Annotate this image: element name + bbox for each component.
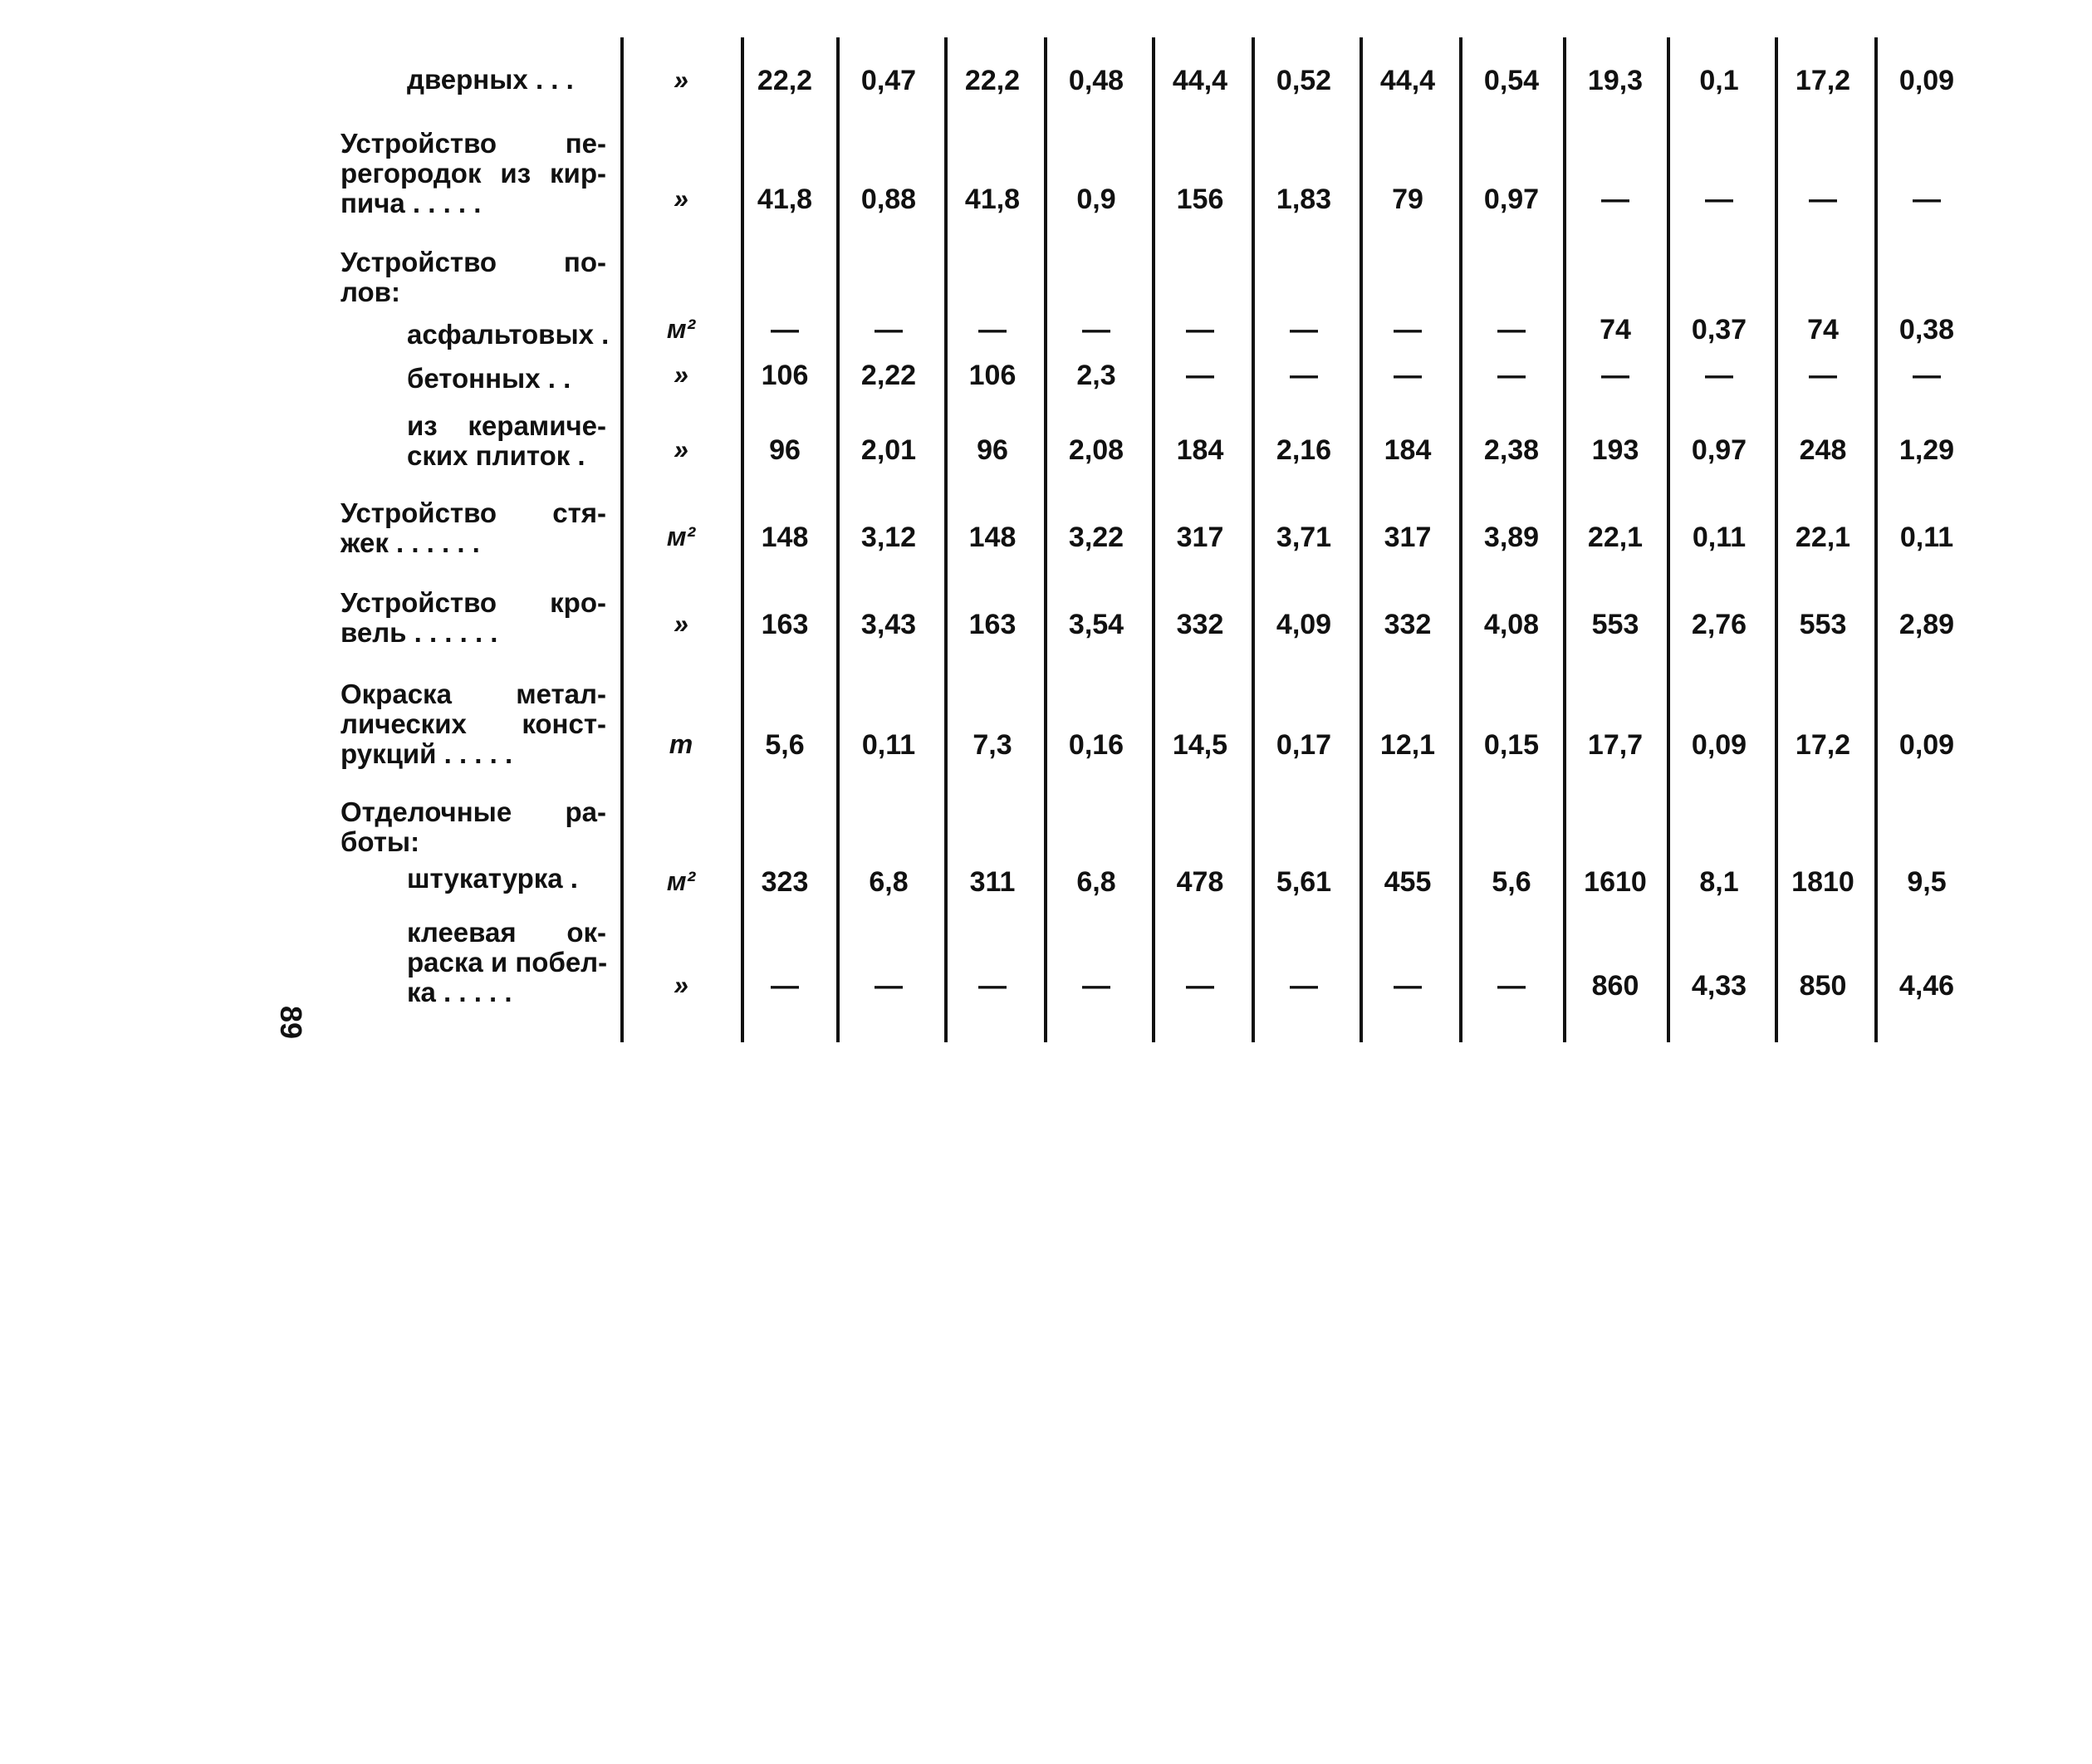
table-cell: 0,11 (861, 729, 916, 761)
table-cell: 0,11 (1899, 522, 1954, 553)
table-cell: — (1394, 970, 1422, 1002)
table-cell: 0,17 (1276, 729, 1332, 761)
table-cell: 96 (977, 434, 1008, 466)
table-cell: — (875, 970, 903, 1002)
table-cell: — (1809, 360, 1837, 391)
table-cell: — (1394, 314, 1422, 345)
table-cell: 3,22 (1068, 522, 1124, 553)
row-label (407, 364, 606, 394)
table-cell: 44,4 (1379, 65, 1436, 96)
row-unit: » (674, 360, 688, 390)
table-cell: 2,76 (1691, 609, 1747, 640)
page-number: 89 (274, 1005, 309, 1040)
table-cell: 2,22 (860, 360, 917, 391)
table-cell: 17,2 (1795, 65, 1851, 96)
table-cell: 5,61 (1276, 866, 1332, 898)
table-cell: 41,8 (757, 184, 813, 215)
table-cell: — (1913, 184, 1941, 215)
table-cell: — (1809, 184, 1837, 215)
column-rule (836, 37, 840, 1042)
table-cell: 0,11 (1692, 522, 1747, 553)
table-cell: 3,71 (1276, 522, 1332, 553)
column-rule (1459, 37, 1462, 1042)
row-label (341, 498, 606, 558)
table-cell: 106 (761, 360, 809, 391)
table-cell: 3,43 (860, 609, 917, 640)
table-cell: 7,3 (973, 729, 1012, 761)
row-label-line: из керамиче- (407, 410, 606, 441)
row-unit: » (674, 970, 688, 1000)
table-cell: 0,97 (1691, 434, 1747, 466)
table-cell: 0,1 (1699, 65, 1739, 96)
table-cell: 0,47 (860, 65, 917, 96)
table-cell: 148 (761, 522, 809, 553)
row-label-line: рукций . . . . . (341, 738, 513, 769)
table-cell: 4,08 (1483, 609, 1540, 640)
table-cell: 184 (1384, 434, 1432, 466)
table-cell: — (771, 970, 799, 1002)
row-label-line: клеевая ок- (407, 917, 606, 948)
table-cell: 478 (1176, 866, 1224, 898)
table-cell: 317 (1176, 522, 1224, 553)
table-cell: 850 (1799, 970, 1847, 1002)
row-label-line: Окраска метал- (341, 679, 606, 709)
table-cell: 193 (1591, 434, 1639, 466)
table-cell: 0,16 (1068, 729, 1124, 761)
table-cell: — (1497, 970, 1526, 1002)
row-label-line: боты: (341, 826, 420, 857)
table-cell: 148 (968, 522, 1017, 553)
row-label-line: Отделочные ра- (341, 796, 606, 827)
table-cell: 3,54 (1068, 609, 1124, 640)
table-cell: 163 (761, 609, 809, 640)
table-cell: 0,09 (1691, 729, 1747, 761)
table-cell: — (1082, 314, 1110, 345)
row-label-line: лических конст- (341, 708, 606, 739)
column-rule (1252, 37, 1255, 1042)
table-cell: 0,52 (1276, 65, 1332, 96)
table-cell: 1810 (1791, 866, 1854, 898)
table-cell: 22,1 (1587, 522, 1644, 553)
table-cell: 5,6 (765, 729, 805, 761)
row-label (341, 588, 606, 648)
table-cell: 22,2 (964, 65, 1021, 96)
table-cell: 106 (968, 360, 1017, 391)
row-unit: м² (666, 522, 696, 551)
row-label-line: штукатурка . (407, 863, 578, 894)
table-cell: — (875, 314, 903, 345)
table-cell: 44,4 (1172, 65, 1228, 96)
table-cell: 0,54 (1483, 65, 1540, 96)
table-cell: 4,09 (1276, 609, 1332, 640)
row-label-line: регородок из кир- (341, 158, 606, 189)
row-unit: т (669, 729, 693, 759)
table-cell: 14,5 (1172, 729, 1228, 761)
table-cell: — (1394, 360, 1422, 391)
column-rule (1563, 37, 1566, 1042)
table-cell: — (1290, 314, 1318, 345)
row-label-line: пича . . . . . (341, 188, 482, 218)
row-label (407, 864, 606, 894)
table-cell: 0,09 (1898, 729, 1955, 761)
table-cell: 2,16 (1276, 434, 1332, 466)
table-cell: 163 (968, 609, 1017, 640)
table-cell: 2,89 (1898, 609, 1955, 640)
table-cell: 3,89 (1483, 522, 1540, 553)
row-label-line: Устройство кро- (341, 587, 606, 618)
table-cell: — (1705, 360, 1733, 391)
table-cell: — (1082, 970, 1110, 1002)
table-cell: 455 (1384, 866, 1432, 898)
row-label-line: ских плиток . (407, 440, 585, 471)
table-cell: 0,37 (1691, 314, 1747, 345)
table-cell: 1,29 (1898, 434, 1955, 466)
column-rule (620, 37, 624, 1042)
table-cell: 860 (1591, 970, 1639, 1002)
row-unit: » (674, 65, 688, 95)
row-label-line: ка . . . . . (407, 977, 512, 1007)
table-cell: 311 (969, 866, 1016, 898)
table-cell: 0,48 (1068, 65, 1124, 96)
table-cell: — (1186, 360, 1214, 391)
row-label-line: лов: (341, 277, 400, 307)
table-cell: 332 (1176, 609, 1224, 640)
table-cell: 6,8 (1076, 866, 1116, 898)
table-cell: — (1290, 970, 1318, 1002)
table-cell: 17,2 (1795, 729, 1851, 761)
row-label (407, 65, 606, 95)
table-cell: 22,1 (1795, 522, 1851, 553)
table-cell: 2,08 (1068, 434, 1124, 466)
table-cell: 1610 (1584, 866, 1647, 898)
table-cell: 41,8 (964, 184, 1021, 215)
table-cell: — (771, 314, 799, 345)
table-cell: — (1497, 314, 1526, 345)
table-cell: 332 (1384, 609, 1432, 640)
table-cell: 2,38 (1483, 434, 1540, 466)
row-unit: » (674, 609, 688, 639)
row-label (341, 679, 606, 769)
table-cell: — (1601, 360, 1629, 391)
table-cell: 156 (1176, 184, 1224, 215)
table-cell: 12,1 (1379, 729, 1436, 761)
table-cell: 553 (1799, 609, 1847, 640)
table-cell: 8,1 (1699, 866, 1739, 898)
table-cell: 0,15 (1483, 729, 1540, 761)
row-label-line: Устройство стя- (341, 497, 606, 528)
table-cell: 248 (1799, 434, 1847, 466)
column-rule (1044, 37, 1047, 1042)
table-cell: 6,8 (869, 866, 909, 898)
table-cell: 0,97 (1483, 184, 1540, 215)
row-label-line: дверных . . . (407, 64, 574, 95)
table-cell: — (1186, 314, 1214, 345)
table-cell: 74 (1600, 314, 1631, 345)
table-cell: — (978, 314, 1007, 345)
table-cell: 317 (1384, 522, 1432, 553)
table-cell: — (1186, 970, 1214, 1002)
table-cell: — (1601, 184, 1629, 215)
table-cell: 3,12 (860, 522, 917, 553)
table-cell: 9,5 (1907, 866, 1947, 898)
row-label-line: раска и побел- (407, 947, 608, 978)
row-unit: м² (666, 866, 696, 896)
row-unit: » (674, 434, 688, 464)
table-cell: 74 (1807, 314, 1839, 345)
table-cell: 1,83 (1276, 184, 1332, 215)
table-cell: 17,7 (1587, 729, 1644, 761)
table-cell: 79 (1392, 184, 1423, 215)
table-cell: 2,3 (1076, 360, 1116, 391)
table-cell: 0,09 (1898, 65, 1955, 96)
table-cell: 0,38 (1898, 314, 1955, 345)
table-cell: 0,9 (1076, 184, 1116, 215)
table-cell: — (1913, 360, 1941, 391)
row-label (341, 129, 606, 218)
table-cell: 2,01 (860, 434, 917, 466)
table-cell: — (1497, 360, 1526, 391)
column-rule (1874, 37, 1878, 1042)
column-rule (1667, 37, 1670, 1042)
row-label-line: Устройство по- (341, 247, 606, 277)
row-label-line: вель . . . . . . (341, 617, 498, 648)
table-cell: 0,88 (860, 184, 917, 215)
row-unit: » (674, 184, 688, 213)
table-cell: 19,3 (1587, 65, 1644, 96)
table-cell: 323 (761, 866, 809, 898)
table-cell: 184 (1176, 434, 1224, 466)
row-label-line: асфальтовых . (407, 319, 610, 350)
table-cell: 22,2 (757, 65, 813, 96)
row-label-line: Устройство пе- (341, 128, 606, 159)
table-cell: 553 (1591, 609, 1639, 640)
table-cell: — (978, 970, 1007, 1002)
table-cell: 4,46 (1898, 970, 1955, 1002)
table-cell: 96 (769, 434, 801, 466)
row-label-line: жек . . . . . . (341, 527, 480, 558)
table-cell: 5,6 (1492, 866, 1531, 898)
row-label-line: бетонных . . (407, 363, 571, 394)
row-label (341, 247, 606, 307)
row-label (407, 319, 610, 350)
row-unit: м² (666, 314, 696, 344)
table-cell: 4,33 (1691, 970, 1747, 1002)
table-cell: — (1705, 184, 1733, 215)
row-label (407, 918, 606, 1007)
row-label (407, 411, 606, 471)
table-cell: — (1290, 360, 1318, 391)
row-label (341, 797, 606, 857)
